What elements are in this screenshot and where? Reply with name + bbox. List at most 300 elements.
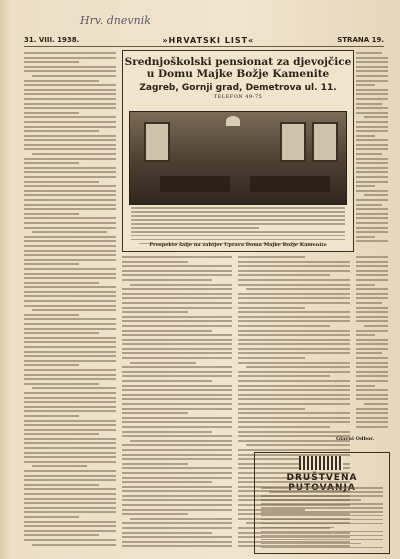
text-line (238, 421, 350, 423)
committee-signature: Glavni Odbor. (336, 436, 375, 442)
text-line (261, 547, 383, 549)
text-line (24, 291, 116, 293)
text-line (122, 490, 232, 492)
text-line (24, 493, 116, 495)
window-shape (280, 122, 306, 162)
text-line (122, 352, 232, 354)
text-line (122, 311, 188, 313)
window-shape (312, 122, 338, 162)
text-line (24, 488, 116, 490)
text-line (122, 486, 232, 488)
text-line (24, 277, 116, 279)
text-line (122, 270, 232, 272)
text-line (238, 256, 305, 258)
text-line (356, 98, 388, 100)
text-line (24, 240, 116, 242)
text-line (32, 309, 116, 311)
text-line (122, 467, 232, 469)
text-line (122, 256, 232, 258)
text-line (122, 426, 232, 428)
text-line (356, 311, 388, 313)
text-line (356, 352, 382, 354)
text-line (122, 357, 232, 359)
text-line (131, 239, 345, 241)
text-line (122, 394, 232, 396)
text-line (122, 274, 232, 276)
text-line (238, 449, 350, 451)
text-line (32, 153, 116, 155)
text-line (24, 525, 116, 527)
text-line (122, 463, 188, 465)
text-line (24, 410, 116, 412)
text-line (356, 297, 388, 299)
text-line (356, 348, 388, 350)
text-line (356, 398, 388, 400)
text-line (130, 362, 196, 364)
text-line (24, 171, 116, 173)
text-line (122, 545, 232, 547)
text-line (238, 412, 350, 414)
text-line (122, 532, 212, 534)
text-column-1 (24, 52, 116, 552)
text-line (24, 521, 116, 523)
text-line (356, 284, 375, 286)
text-line (356, 167, 388, 169)
text-line (356, 66, 388, 68)
text-line (130, 284, 232, 286)
text-line (130, 440, 232, 442)
text-line (24, 98, 116, 100)
text-line (24, 222, 116, 224)
text-line (356, 320, 388, 322)
text-line (122, 472, 232, 474)
text-line (356, 208, 388, 210)
feature-title-line-1: Srednjoškolski pensionat za djevojčice (124, 56, 352, 68)
text-line (356, 130, 388, 132)
feature-title (123, 56, 353, 80)
text-line (356, 371, 388, 373)
desk-shape (250, 176, 330, 192)
text-line (122, 297, 232, 299)
text-line (24, 84, 116, 86)
text-line (356, 107, 388, 109)
text-line (261, 527, 334, 529)
text-line (24, 470, 116, 472)
text-line (24, 314, 79, 316)
text-line (356, 339, 388, 341)
text-line (356, 389, 388, 391)
text-line (356, 61, 388, 63)
text-line (24, 406, 116, 408)
text-line (131, 223, 345, 225)
text-line (356, 103, 382, 105)
text-line (122, 371, 232, 373)
text-line (24, 181, 99, 183)
text-line (24, 507, 116, 509)
text-line (131, 215, 345, 217)
text-line (122, 389, 232, 391)
text-line (24, 300, 116, 302)
text-line (238, 398, 350, 400)
text-line (246, 444, 350, 446)
text-line (24, 107, 116, 109)
text-line (24, 208, 116, 210)
text-line (122, 380, 212, 382)
text-line (24, 217, 116, 219)
text-line (238, 320, 350, 322)
text-line (238, 431, 350, 433)
text-line (24, 484, 99, 486)
text-line (122, 499, 232, 501)
text-line (238, 440, 350, 442)
text-line (24, 378, 116, 380)
text-line (130, 518, 232, 520)
text-line (238, 375, 330, 377)
text-line (122, 293, 232, 295)
text-line (24, 254, 116, 256)
text-line (356, 75, 388, 77)
text-line (24, 268, 116, 270)
text-line (24, 66, 116, 68)
text-line (356, 148, 388, 150)
text-column-right-top (356, 52, 388, 248)
text-line (24, 415, 79, 417)
text-line (122, 398, 232, 400)
text-line (24, 93, 116, 95)
text-line (356, 162, 388, 164)
text-line (24, 112, 79, 114)
text-line (356, 330, 388, 332)
text-line (356, 70, 388, 72)
text-line (261, 531, 383, 533)
text-line (24, 401, 116, 403)
travel-logo-icon (299, 456, 343, 470)
text-line (356, 343, 388, 345)
text-line (364, 403, 388, 405)
text-line (238, 348, 350, 350)
text-line (24, 424, 116, 426)
text-line (238, 334, 350, 336)
text-line (122, 330, 212, 332)
text-line (122, 454, 232, 456)
text-line (24, 383, 99, 385)
text-line (122, 431, 212, 433)
text-line (24, 511, 116, 513)
text-line (238, 316, 350, 318)
text-line (122, 527, 232, 529)
text-line (122, 302, 232, 304)
feature-phone: TELEFON 49-75 (213, 94, 263, 100)
feature-title-line-2: u Domu Majke Božje Kamenite (146, 68, 330, 80)
text-line (24, 116, 116, 118)
text-line (122, 325, 232, 327)
text-line (356, 302, 382, 304)
text-line (356, 222, 388, 224)
text-line (24, 190, 116, 192)
text-line (356, 279, 388, 281)
text-line (24, 263, 79, 265)
photo-caption (131, 207, 345, 247)
text-line (122, 403, 232, 405)
text-line (356, 380, 388, 382)
text-line (356, 190, 388, 192)
text-line (356, 135, 375, 137)
text-line (24, 479, 116, 481)
text-line (122, 265, 232, 267)
text-line (24, 57, 116, 59)
text-line (356, 362, 388, 364)
text-line (238, 339, 350, 341)
text-line (24, 328, 116, 330)
text-line (356, 84, 375, 86)
text-line (122, 513, 188, 515)
text-line (24, 516, 79, 518)
text-line (24, 167, 116, 169)
text-line (24, 282, 99, 284)
text-line (24, 323, 116, 325)
text-line (356, 171, 388, 173)
text-line (364, 194, 388, 196)
text-line (24, 227, 116, 229)
text-line (24, 194, 116, 196)
text-line (122, 509, 232, 511)
text-line (24, 461, 116, 463)
text-line (24, 199, 116, 201)
text-line (122, 288, 232, 290)
text-line (24, 295, 116, 297)
text-line (24, 130, 99, 132)
text-line (32, 387, 116, 389)
text-line (238, 297, 350, 299)
text-line (122, 444, 232, 446)
text-line (356, 89, 388, 91)
text-line (122, 541, 232, 543)
text-line (356, 375, 388, 377)
text-line (238, 293, 350, 295)
text-line (261, 487, 383, 489)
text-line (32, 75, 116, 77)
text-line (356, 121, 388, 123)
text-line (24, 346, 116, 348)
text-line (356, 366, 388, 368)
text-line (356, 185, 375, 187)
text-line (238, 270, 350, 272)
text-line (24, 429, 116, 431)
text-line (24, 364, 79, 366)
text-line (24, 135, 116, 137)
text-line (238, 394, 350, 396)
text-line (24, 318, 116, 320)
text-line (131, 207, 345, 209)
text-line (261, 499, 361, 501)
text-line (122, 522, 232, 524)
text-line (238, 343, 350, 345)
text-line (122, 261, 188, 263)
text-line (356, 256, 388, 258)
text-line (24, 534, 99, 536)
text-line (238, 307, 305, 309)
text-line (24, 498, 116, 500)
text-line (122, 412, 188, 414)
text-line (122, 385, 232, 387)
feature-advertisement-box (122, 50, 354, 252)
text-line (24, 355, 116, 357)
text-line (261, 539, 383, 541)
text-line (24, 530, 116, 532)
text-line (356, 274, 388, 276)
text-line (24, 392, 116, 394)
text-line (24, 52, 116, 54)
text-line (364, 116, 388, 118)
text-line (356, 421, 388, 423)
text-line (32, 544, 116, 546)
text-line (356, 126, 388, 128)
text-line (24, 475, 116, 477)
travel-ad-text (261, 487, 383, 551)
text-line (122, 481, 212, 483)
text-line (261, 519, 383, 521)
desk-shape (160, 176, 230, 192)
text-line (24, 369, 116, 371)
text-line (122, 421, 232, 423)
text-line (238, 385, 350, 387)
text-line (131, 235, 345, 237)
text-line (24, 332, 99, 334)
text-line (122, 339, 232, 341)
text-line (24, 250, 116, 252)
text-line (356, 394, 388, 396)
text-line (122, 366, 232, 368)
text-line (24, 397, 116, 399)
text-line (24, 286, 116, 288)
lamp-shape (226, 116, 240, 126)
text-line (238, 408, 305, 410)
text-line (356, 334, 375, 336)
text-line (238, 325, 330, 327)
travel-ad-title: DRUŠTVENA (286, 473, 358, 483)
text-line (131, 211, 345, 213)
text-line (356, 57, 388, 59)
text-line (238, 403, 350, 405)
text-line (356, 176, 388, 178)
text-line (356, 80, 388, 82)
text-line (24, 213, 79, 215)
text-line (356, 181, 388, 183)
text-line (131, 231, 345, 233)
header-date: 31. VIII. 1938. (24, 36, 80, 44)
text-line (24, 442, 116, 444)
text-line (356, 293, 388, 295)
text-line (356, 199, 388, 201)
text-line (356, 270, 388, 272)
text-line (238, 389, 350, 391)
text-line (122, 477, 232, 479)
text-line (24, 204, 116, 206)
text-line (24, 61, 79, 63)
text-line (356, 412, 388, 414)
travel-advertisement (254, 452, 390, 554)
text-line (238, 274, 330, 276)
text-line (24, 185, 116, 187)
interior-photo (129, 111, 347, 205)
text-line (356, 307, 388, 309)
text-line (24, 420, 116, 422)
text-line (24, 158, 116, 160)
text-line (24, 438, 116, 440)
text-line (24, 80, 99, 82)
text-line (238, 362, 350, 364)
text-line (122, 495, 232, 497)
text-line (122, 408, 232, 410)
text-line (356, 316, 388, 318)
text-line (122, 348, 232, 350)
text-line (238, 380, 350, 382)
text-line (24, 305, 116, 307)
text-line (24, 144, 116, 146)
text-line (356, 93, 388, 95)
text-line (24, 374, 116, 376)
text-line (356, 417, 388, 419)
text-line (32, 231, 107, 233)
text-line (24, 121, 116, 123)
text-line (122, 458, 232, 460)
text-line (261, 515, 383, 517)
text-line (24, 539, 116, 541)
text-line (238, 302, 350, 304)
text-line (24, 126, 116, 128)
feature-address: Zagreb, Gornji grad, Demetrova ul. 11. (139, 83, 337, 93)
text-line (356, 240, 388, 242)
text-line (24, 139, 116, 141)
text-line (356, 204, 382, 206)
text-line (356, 426, 388, 428)
text-line (32, 465, 87, 467)
text-line (24, 433, 99, 435)
text-line (356, 231, 388, 233)
text-line (24, 259, 116, 261)
text-line (364, 325, 388, 327)
text-line (24, 148, 116, 150)
text-line (24, 447, 116, 449)
text-line (24, 89, 116, 91)
text-line (122, 435, 232, 437)
window-shape (144, 122, 170, 162)
text-line (246, 366, 350, 368)
text-line (356, 261, 388, 263)
text-line (356, 112, 388, 114)
text-line (24, 337, 116, 339)
text-line (24, 245, 116, 247)
text-line (24, 176, 116, 178)
text-line (356, 139, 388, 141)
text-line (238, 261, 350, 263)
text-line (246, 288, 350, 290)
text-line (269, 491, 383, 493)
text-line (24, 502, 116, 504)
text-line (238, 417, 350, 419)
text-line (261, 503, 383, 505)
text-line (122, 279, 212, 281)
text-line (356, 52, 382, 54)
header-title: »HRVATSKI LIST« (162, 35, 255, 45)
text-line (238, 265, 350, 267)
text-line (238, 426, 330, 428)
text-line (24, 70, 116, 72)
header-page: STRANA 19. (337, 36, 384, 44)
text-line (122, 449, 232, 451)
text-line (261, 511, 383, 513)
text-line (356, 213, 388, 215)
